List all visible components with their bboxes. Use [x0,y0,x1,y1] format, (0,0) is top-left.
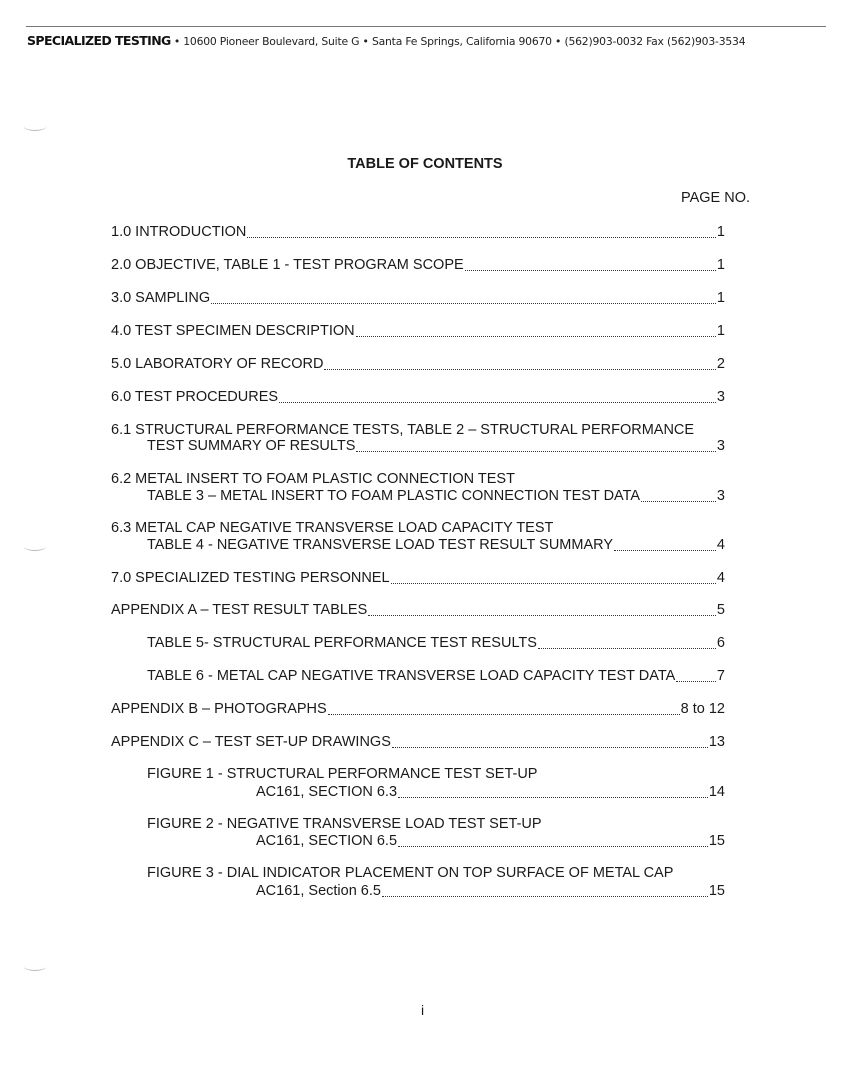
dot-leader [538,648,716,649]
toc-entry-page: 3 [716,438,725,454]
page-folio: i [421,1002,425,1018]
dot-leader [398,846,708,847]
toc-entry-structural[interactable] [147,437,725,455]
toc-entry-label: APPENDIX B – PHOTOGRAPHS [111,701,327,717]
dot-leader [391,583,716,584]
toc-entry-appendix-a[interactable] [111,601,725,619]
toc-entry-figure-2[interactable] [256,832,725,850]
toc-entry-page: 1 [716,323,725,339]
toc-entry-page: 2 [716,356,725,372]
dot-leader [211,303,716,304]
toc-entry-label: APPENDIX C – TEST SET-UP DRAWINGS [111,734,391,750]
toc-entry-label: 6.0 TEST PROCEDURES [111,389,279,405]
dot-leader [356,451,716,452]
toc-entry-page: 8 to 12 [680,701,725,717]
toc-entry-figure-3[interactable] [256,882,725,900]
dot-leader [328,714,680,715]
toc-entry-label: 3.0 SAMPLING [111,290,211,306]
toc-entry-page: 6 [716,635,725,651]
toc-entry-label: TABLE 6 - METAL CAP NEGATIVE TRANSVERSE LOAD CAPACITY TEST DATA [147,668,676,684]
toc-entry-label: 7.0 SPECIALIZED TESTING PERSONNEL [111,570,390,586]
toc-entry-label: TABLE 5- STRUCTURAL PERFORMANCE TEST RESULTS [147,635,537,651]
dot-leader [356,336,716,337]
toc-entry-label: FIGURE 1 - STRUCTURAL PERFORMANCE TEST SET-UP [147,766,538,782]
toc-entry-table-5[interactable] [147,634,725,652]
dot-leader [641,501,716,502]
page-title: TABLE OF CONTENTS [347,156,503,172]
dot-leader [382,896,708,897]
toc-entry-appendix-c[interactable] [111,733,725,751]
toc-entry-label: 4.0 TEST SPECIMEN DESCRIPTION [111,323,355,339]
toc-entry-sampling[interactable] [111,289,725,307]
punch-hole-mark [24,122,46,131]
toc-entry-specimen[interactable] [111,322,725,340]
toc-entry-metal-insert[interactable] [147,487,725,505]
page-number-header: PAGE NO. [681,190,751,206]
dot-leader [247,237,716,238]
toc-entry-procedures[interactable] [111,388,725,406]
dot-leader [392,747,708,748]
punch-hole-mark [24,962,46,971]
dot-leader [676,681,716,682]
toc-entry-page: 15 [708,883,725,899]
toc-entry-page: 14 [708,784,725,800]
toc-entry-page: 13 [708,734,725,750]
toc-entry-label: 6.2 METAL INSERT TO FOAM PLASTIC CONNECTION TEST [111,471,515,487]
toc-entry-appendix-b[interactable] [111,700,725,718]
toc-entry-label-continued: TABLE 3 – METAL INSERT TO FOAM PLASTIC CONNECTION TEST DATA [147,488,641,504]
toc-entry-label: 6.1 STRUCTURAL PERFORMANCE TESTS, TABLE 2 – STRUCTURAL PERFORMANCE [111,422,695,438]
toc-entry-label-continued: AC161, SECTION 6.3 [256,784,398,800]
dot-leader [614,550,716,551]
toc-entry-figure-1[interactable] [256,783,725,801]
toc-entry-table-6[interactable] [147,667,725,685]
toc-entry-metal-cap[interactable] [147,536,725,554]
company-name: SPECIALIZED TESTING [27,33,171,48]
toc-entry-page: 7 [716,668,725,684]
toc-entry-label-continued: AC161, SECTION 6.5 [256,833,398,849]
header-rule [26,26,826,27]
toc-entry-label-continued: TEST SUMMARY OF RESULTS [147,438,356,454]
toc-entry-label-continued: TABLE 4 - NEGATIVE TRANSVERSE LOAD TEST RESULT SUMMARY [147,537,614,553]
toc-entry-page: 4 [716,537,725,553]
company-address: • 10600 Pioneer Boulevard, Suite G • Santa Fe Springs, California 90670 • (562)903-0032 Fax (562)903-3534 [173,35,746,48]
toc-entry-introduction[interactable] [111,223,725,241]
dot-leader [324,369,715,370]
toc-entry-page: 15 [708,833,725,849]
toc-entry-label: 2.0 OBJECTIVE, TABLE 1 - TEST PROGRAM SCOPE [111,257,464,273]
toc-entry-label: FIGURE 2 - NEGATIVE TRANSVERSE LOAD TEST SET-UP [147,816,542,832]
toc-entry-label: FIGURE 3 - DIAL INDICATOR PLACEMENT ON TOP SURFACE OF METAL CAP [147,865,674,881]
toc-entry-laboratory[interactable] [111,355,725,373]
toc-entry-label: APPENDIX A – TEST RESULT TABLES [111,602,368,618]
toc-entry-label: 1.0 INTRODUCTION [111,224,247,240]
toc-entry-label: 5.0 LABORATORY OF RECORD [111,356,324,372]
toc-entry-page: 3 [716,488,725,504]
letterhead [27,33,745,48]
toc-entry-page: 1 [716,290,725,306]
toc-entry-page: 3 [716,389,725,405]
toc-entry-page: 4 [716,570,725,586]
toc-entry-label-continued: AC161, Section 6.5 [256,883,381,899]
punch-hole-mark [24,542,46,551]
dot-leader [465,270,716,271]
toc-entry-personnel[interactable] [111,569,725,587]
dot-leader [398,797,708,798]
toc-entry-objective[interactable] [111,256,725,274]
dot-leader [368,615,716,616]
toc-entry-page: 1 [716,224,725,240]
toc-entry-page: 1 [716,257,725,273]
toc-entry-page: 5 [716,602,725,618]
toc-entry-label: 6.3 METAL CAP NEGATIVE TRANSVERSE LOAD CAPACITY TEST [111,520,554,536]
dot-leader [279,402,716,403]
